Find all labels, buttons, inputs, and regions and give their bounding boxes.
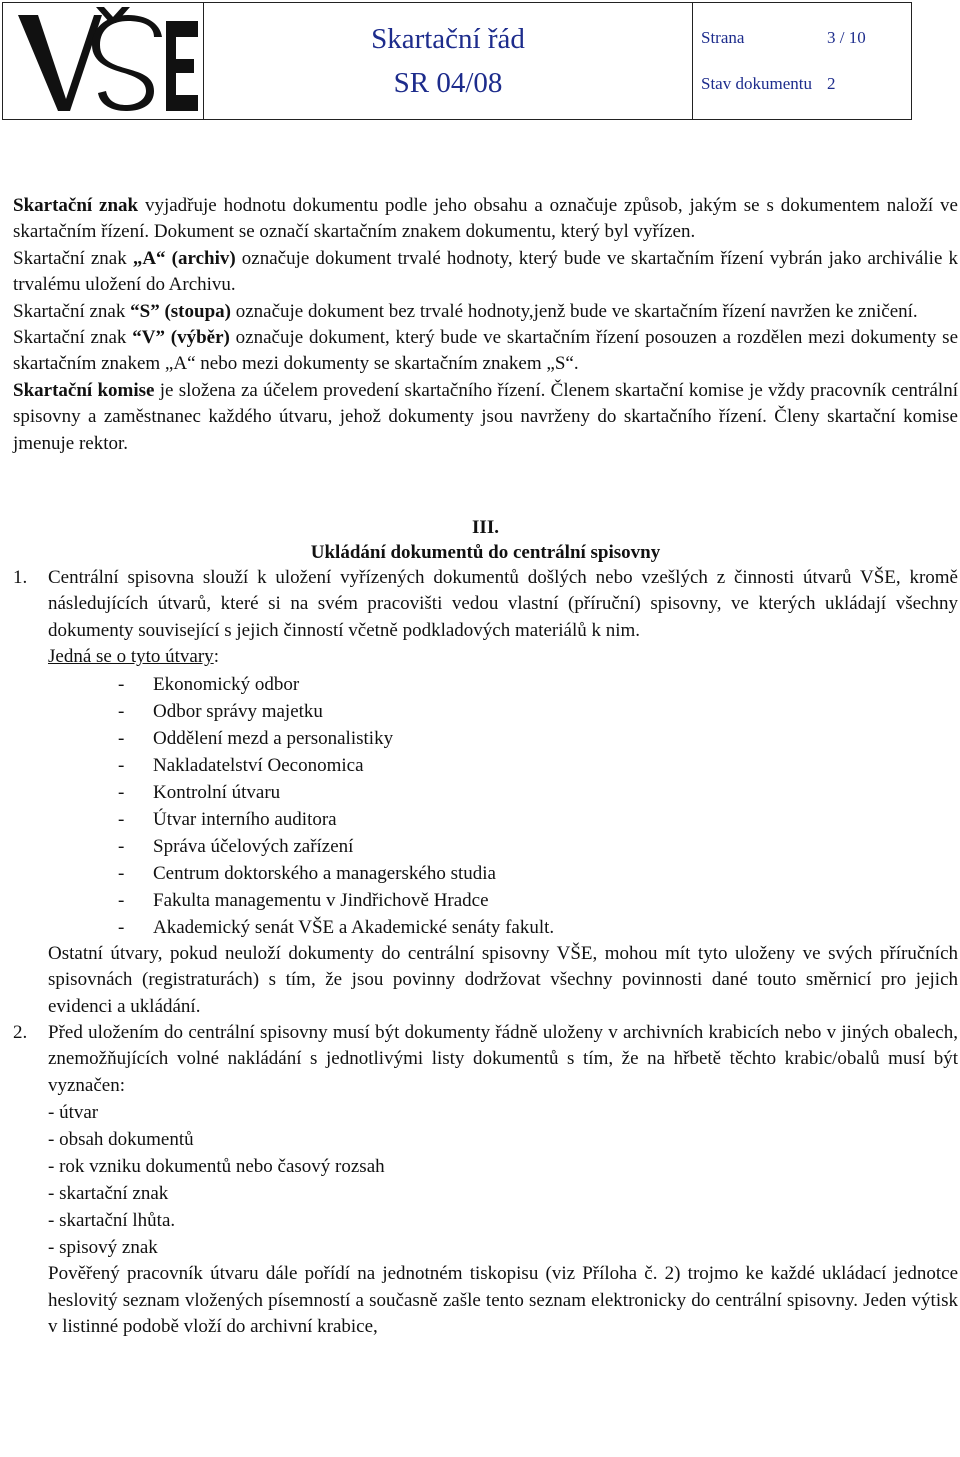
list-item: - Nakladatelství Oeconomica xyxy=(118,754,364,776)
item-closing: Pověřený pracovník útvaru dále pořídí na jednotném tiskopisu (viz Příloha č. 2) trojmo ke každé ukládací jednotce heslovitý seznam vložených písemností a současně zašle tento seznam elektronicky do centrální spisovny. Jeden výtisk v listinné podobě vloží do archivní krabice, xyxy=(48,1263,958,1337)
paragraph-znak-v xyxy=(13,325,958,378)
page-label: Strana xyxy=(701,28,745,47)
item-closing: Ostatní útvary, pokud neuloží dokumenty do centrální spisovny VŠE, mohou mít tyto uloženy ve svých příručních spisovnách (registraturách) s tím, že jsou povinny dodržovat všechny povinnosti dané touto směrnicí pro jejich evidenci a ukládání. xyxy=(48,942,958,1017)
item-body xyxy=(48,1020,958,1340)
document-title: Skartační řád xyxy=(371,23,525,55)
list-item: - Oddělení mezd a personalistiky xyxy=(118,727,394,749)
list-item: - obsah dokumentů xyxy=(48,1129,194,1151)
vse-logo xyxy=(3,3,204,119)
list-item: - Fakulta managementu v Jindřichově Hradce xyxy=(118,889,489,911)
list-intro xyxy=(48,644,958,670)
paragraph-text: Skartační znak xyxy=(13,300,131,322)
list-item: - spisový znak xyxy=(48,1237,158,1259)
item-body xyxy=(48,565,958,1020)
paragraph-komise xyxy=(13,378,958,457)
paragraph-text: je složena za účelem provedení skartačního řízení. Členem skartační komise je vždy pracovník centrální spisovny a zaměstnanec každého útvaru, jehož dokumenty jsou navrženy do skartačního řízení. Členy skartační komise jmenuje rektor. xyxy=(13,379,958,454)
document-header xyxy=(2,2,912,120)
paragraph-skartacni-znak xyxy=(13,193,958,246)
paragraph-text: označuje dokument trvalé hodnoty, který bude ve skartačním řízení vybrán jako archiválie k trvalému uložení do Archivu. xyxy=(13,247,958,296)
list-item: - Odbor správy majetku xyxy=(118,700,323,722)
paragraph-text: Skartační znak xyxy=(13,247,133,269)
page-row xyxy=(701,15,911,61)
units-list xyxy=(48,671,958,941)
paragraph-text: označuje dokument, který bude ve skartačním řízení posouzen a rozdělen mezi dokumenty se skartačním znakem „A“ nebo mezi dokumenty se skartačním znakem „S“. xyxy=(13,327,959,375)
numbered-item-2 xyxy=(13,1020,958,1340)
list-item: - skartační lhůta. xyxy=(48,1210,176,1232)
term-archiv: (archiv) xyxy=(171,247,236,269)
list-item: - skartační znak xyxy=(48,1183,169,1205)
list-item: - Ekonomický odbor xyxy=(118,673,300,695)
list-intro-suffix: : xyxy=(213,646,219,668)
symbol-s: “S” xyxy=(130,300,165,322)
list-item: - rok vzniku dokumentů nebo časový rozsah xyxy=(48,1156,385,1178)
term-skartacni-komise: Skartační komise xyxy=(13,379,155,401)
list-item: - Útvar interního auditora xyxy=(118,808,337,830)
paragraph-znak-a xyxy=(13,246,958,299)
document-code: SR 04/08 xyxy=(393,67,503,99)
paragraph-text: označuje dokument bez trvalé hodnoty,jenž bude ve skartačním řízení navržen ke zničení. xyxy=(230,300,918,322)
section-number: III. xyxy=(472,517,499,539)
item-text: Před uložením do centrální spisovny musí být dokumenty řádně uloženy v archivních krabicích nebo v jiných obalech, znemožňujících volné nakládání s jednotlivými listy dokumentů s tím, že na hřbetě těchto krabic/obalů musí být vyznačen: xyxy=(48,1021,958,1096)
symbol-a: „A“ xyxy=(132,247,172,269)
vse-logo-mark xyxy=(8,7,198,115)
item-number: 1. xyxy=(13,567,28,589)
numbered-item-1 xyxy=(13,565,958,1020)
list-item: - Správa účelových zařízení xyxy=(118,835,354,857)
paragraph-znak-s xyxy=(13,299,958,325)
status-row xyxy=(701,61,911,107)
list-intro-label: Jedná se o tyto útvary xyxy=(48,646,214,668)
list-item: - Kontrolní útvaru xyxy=(118,781,281,803)
spacer xyxy=(13,457,958,515)
section-title: Ukládání dokumentů do centrální spisovny xyxy=(310,542,661,564)
meta-block xyxy=(693,3,911,119)
list-item: - Centrum doktorského a managerského studia xyxy=(118,862,496,884)
document-body xyxy=(13,193,958,1340)
term-skartacni-znak: Skartační znak xyxy=(13,195,139,216)
page-value: 3 / 10 xyxy=(827,28,866,47)
paragraph-text: Skartační znak xyxy=(13,327,133,349)
item-number: 2. xyxy=(13,1021,28,1043)
status-label: Stav dokumentu xyxy=(701,74,812,93)
title-block xyxy=(204,3,693,119)
list-item: - Akademický senát VŠE a Akademické senáty fakult. xyxy=(118,916,555,938)
list-item: - útvar xyxy=(48,1102,99,1124)
term-stoupa: (stoupa) xyxy=(164,300,231,322)
status-value: 2 xyxy=(827,74,836,93)
item-text: Centrální spisovna slouží k uložení vyřízených dokumentů došlých nebo vzešlých z činnosti útvarů VŠE, kromě následujících útvarů, které si na svém pracovišti vedou vlastní (příruční) spisovny, ve kterých ukládají všechny dokumenty související s jejich činností včetně podkladových materiálů k nim. xyxy=(48,567,958,641)
term-vyber: “V” (výběr) xyxy=(132,327,230,349)
label-fields-list xyxy=(48,1099,958,1261)
paragraph-text: vyjadřuje hodnotu dokumentu podle jeho obsahu a označuje způsob, jakým se s dokumentem naloží ve skartačním řízení. Dokument se označí skartačním znakem dokumentu, který byl vyřízen. xyxy=(13,195,958,243)
